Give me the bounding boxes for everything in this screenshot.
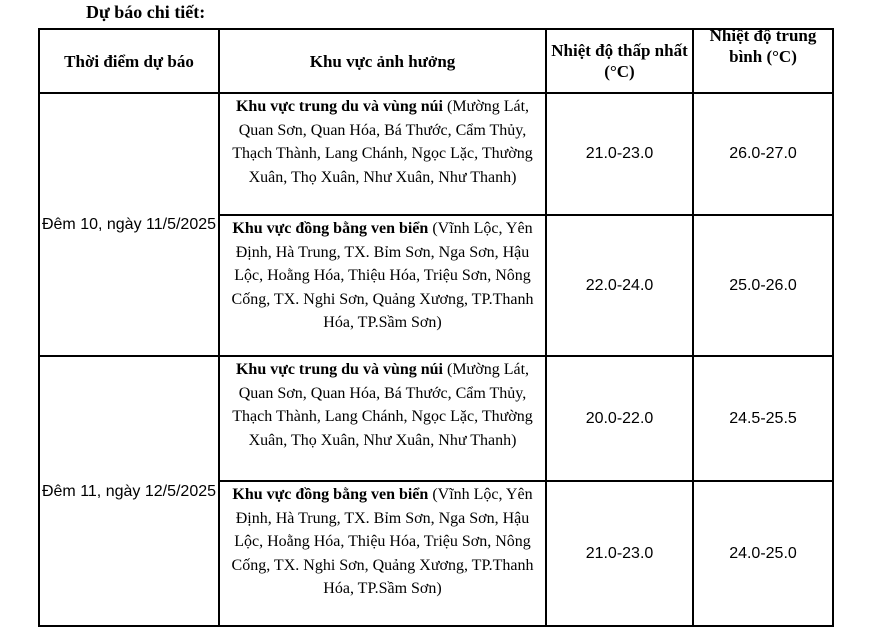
min-temp-cell: 21.0-23.0 xyxy=(546,481,693,626)
forecast-time-cell: Đêm 11, ngày 12/5/2025 xyxy=(39,356,219,626)
section-heading: Dự báo chi tiết: xyxy=(86,2,206,22)
avg-temp-cell: 25.0-26.0 xyxy=(693,215,833,356)
forecast-table xyxy=(38,28,834,627)
header-min-temp: Nhiệt độ thấp nhất (°C) xyxy=(546,29,693,93)
header-time: Thời điểm dự báo xyxy=(39,29,219,93)
region-places: (Vĩnh Lộc, Yên Định, Hà Trung, TX. Bỉm Sơn, Nga Sơn, Hậu Lộc, Hoằng Hóa, Thiệu Hóa, Triệu Sơn, Nông Cống, TX. Nghi Sơn, Quảng Xương, TP.Thanh Hóa, TP.Sầm Sơn) xyxy=(231,486,534,597)
min-temp-cell: 22.0-24.0 xyxy=(546,215,693,356)
avg-temp-cell: 24.0-25.0 xyxy=(693,481,833,626)
region-places: (Vĩnh Lộc, Yên Định, Hà Trung, TX. Bỉm Sơn, Nga Sơn, Hậu Lộc, Hoằng Hóa, Thiệu Hóa, Triệu Sơn, Nông Cống, TX. Nghi Sơn, Quảng Xương, TP.Thanh Hóa, TP.Sầm Sơn) xyxy=(231,220,534,331)
region-places: (Mường Lát, Quan Sơn, Quan Hóa, Bá Thước, Cẩm Thủy, Thạch Thành, Lang Chánh, Ngọc Lặc, Thường Xuân, Thọ Xuân, Như Xuân, Như Thanh) xyxy=(232,98,533,186)
region-name: Khu vực trung du và vùng núi xyxy=(235,98,443,115)
avg-temp-cell: 24.5-25.5 xyxy=(693,356,833,481)
min-temp-cell: 20.0-22.0 xyxy=(546,356,693,481)
header-area: Khu vực ảnh hưởng xyxy=(219,29,546,93)
region-name: Khu vực đồng bằng ven biển xyxy=(232,486,429,503)
region-name: Khu vực trung du và vùng núi xyxy=(235,361,443,378)
area-cell xyxy=(219,93,546,215)
table-row xyxy=(39,356,833,481)
forecast-time-cell: Đêm 10, ngày 11/5/2025 xyxy=(39,93,219,356)
area-cell xyxy=(219,356,546,481)
area-cell xyxy=(219,215,546,356)
region-places: (Mường Lát, Quan Sơn, Quan Hóa, Bá Thước, Cẩm Thủy, Thạch Thành, Lang Chánh, Ngọc Lặc, Thường Xuân, Thọ Xuân, Như Xuân, Như Thanh) xyxy=(232,361,533,449)
header-avg-temp: Nhiệt độ trung bình (°C) xyxy=(693,29,833,93)
min-temp-cell: 21.0-23.0 xyxy=(546,93,693,215)
avg-temp-cell: 26.0-27.0 xyxy=(693,93,833,215)
area-cell xyxy=(219,481,546,626)
header-row xyxy=(39,29,833,93)
table-row xyxy=(39,93,833,215)
region-name: Khu vực đồng bằng ven biển xyxy=(232,220,429,237)
